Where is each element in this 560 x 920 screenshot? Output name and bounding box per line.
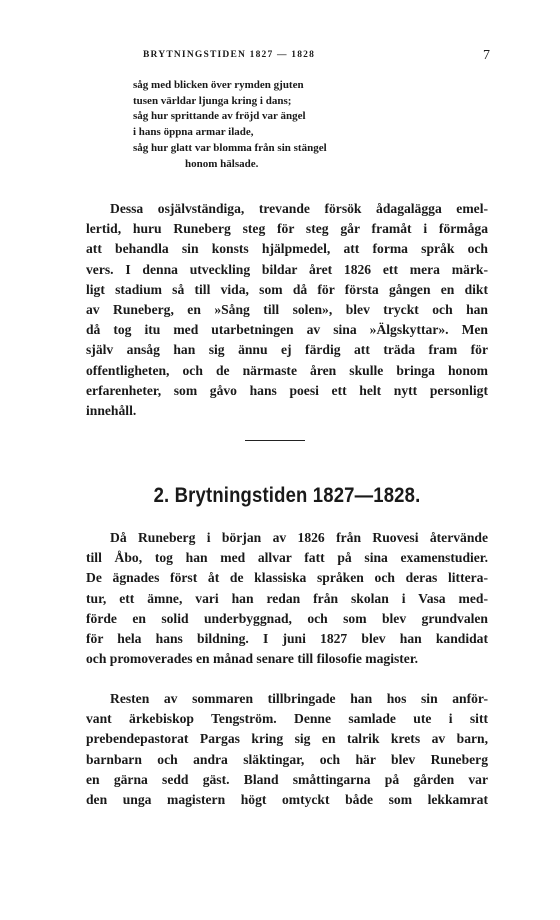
text-line: för hela hans bildning. I juni 1827 blev han kandidat [86,631,488,647]
chapter-heading: 2. Brytningstiden 1827—1828. [153,484,421,507]
text-line: förde en solid underbyggnad, och som blev grundvalen [86,610,488,626]
text-line: till Åbo, tog han med allvar fatt på sina examenstudier. [86,550,488,566]
page-number: 7 [483,48,490,63]
text-line: den unga magistern högt omtyckt både som lekkamrat [86,792,488,808]
verse-line: såg hur sprittande av fröjd var ängel [133,110,306,123]
text-line: prebendepastorat Pargas kring sig en talrik krets av barn, [86,731,488,747]
text-line: offentligheten, och de närmaste åren skulle bringa honom [86,362,488,378]
text-line: vers. I denna utveckling bildar året 1826 ett mera märk- [86,261,488,277]
text-line: själv ansåg han sig ännu ej färdig att träda fram för [86,342,488,358]
verse-line: tusen världar ljunga kring i dans; [133,94,292,107]
text-line: en gärna sedd gäst. Bland småttingarna på gården var [86,771,488,787]
text-line: Resten av sommaren tillbringade han hos sin anför- [110,691,488,706]
text-line: tur, ett ämne, vari han redan från skolan i Vasa med- [86,590,488,606]
text-line: och promoverades en månad senare till filosofie magister. [86,651,419,667]
text-line: av Runeberg, en »Sång till solen», blev tryckt och han [86,302,488,318]
text-line: lertid, huru Runeberg steg för steg går framåt i förmåga [86,221,488,237]
running-head: BRYTNINGSTIDEN 1827 — 1828 [143,50,316,60]
paragraph-2 [86,528,488,669]
paragraph-3 [86,689,488,810]
paragraph-1 [86,199,488,421]
text-line: vant ärkebiskop Tengström. Denne samlade ute i sitt [86,711,488,727]
verse-line: honom hälsade. [185,157,259,170]
text-line: Då Runeberg i början av 1826 från Ruovesi återvände [110,530,488,545]
section-divider [245,440,305,441]
text-line: De ägnades först åt de klassiska språken och deras littera- [86,570,488,586]
verse-line: i hans öppna armar ilade, [133,126,254,139]
text-line: ligt stadium så till vida, som då för första gången en dikt [86,281,488,297]
verse-quotation [133,78,463,172]
page-header [85,50,490,64]
text-line: då tog itu med utarbetningen av sina »Älgskyttar». Men [86,322,488,338]
text-line: att behandla sin konsts hjälpmedel, att forma språk och [86,241,488,257]
verse-line: såg hur glatt var blomma från sin stängel [133,141,327,154]
text-line: erfarenheter, som gåvo hans poesi ett helt nytt personligt [86,382,488,398]
text-line: innehåll. [86,403,137,419]
text-line: Dessa osjälvständiga, trevande försök ådagalägga emel- [110,201,488,216]
verse-line: såg med blicken över rymden gjuten [133,79,304,91]
text-line: barnbarn och andra släktingar, och här blev Runeberg [86,751,488,767]
